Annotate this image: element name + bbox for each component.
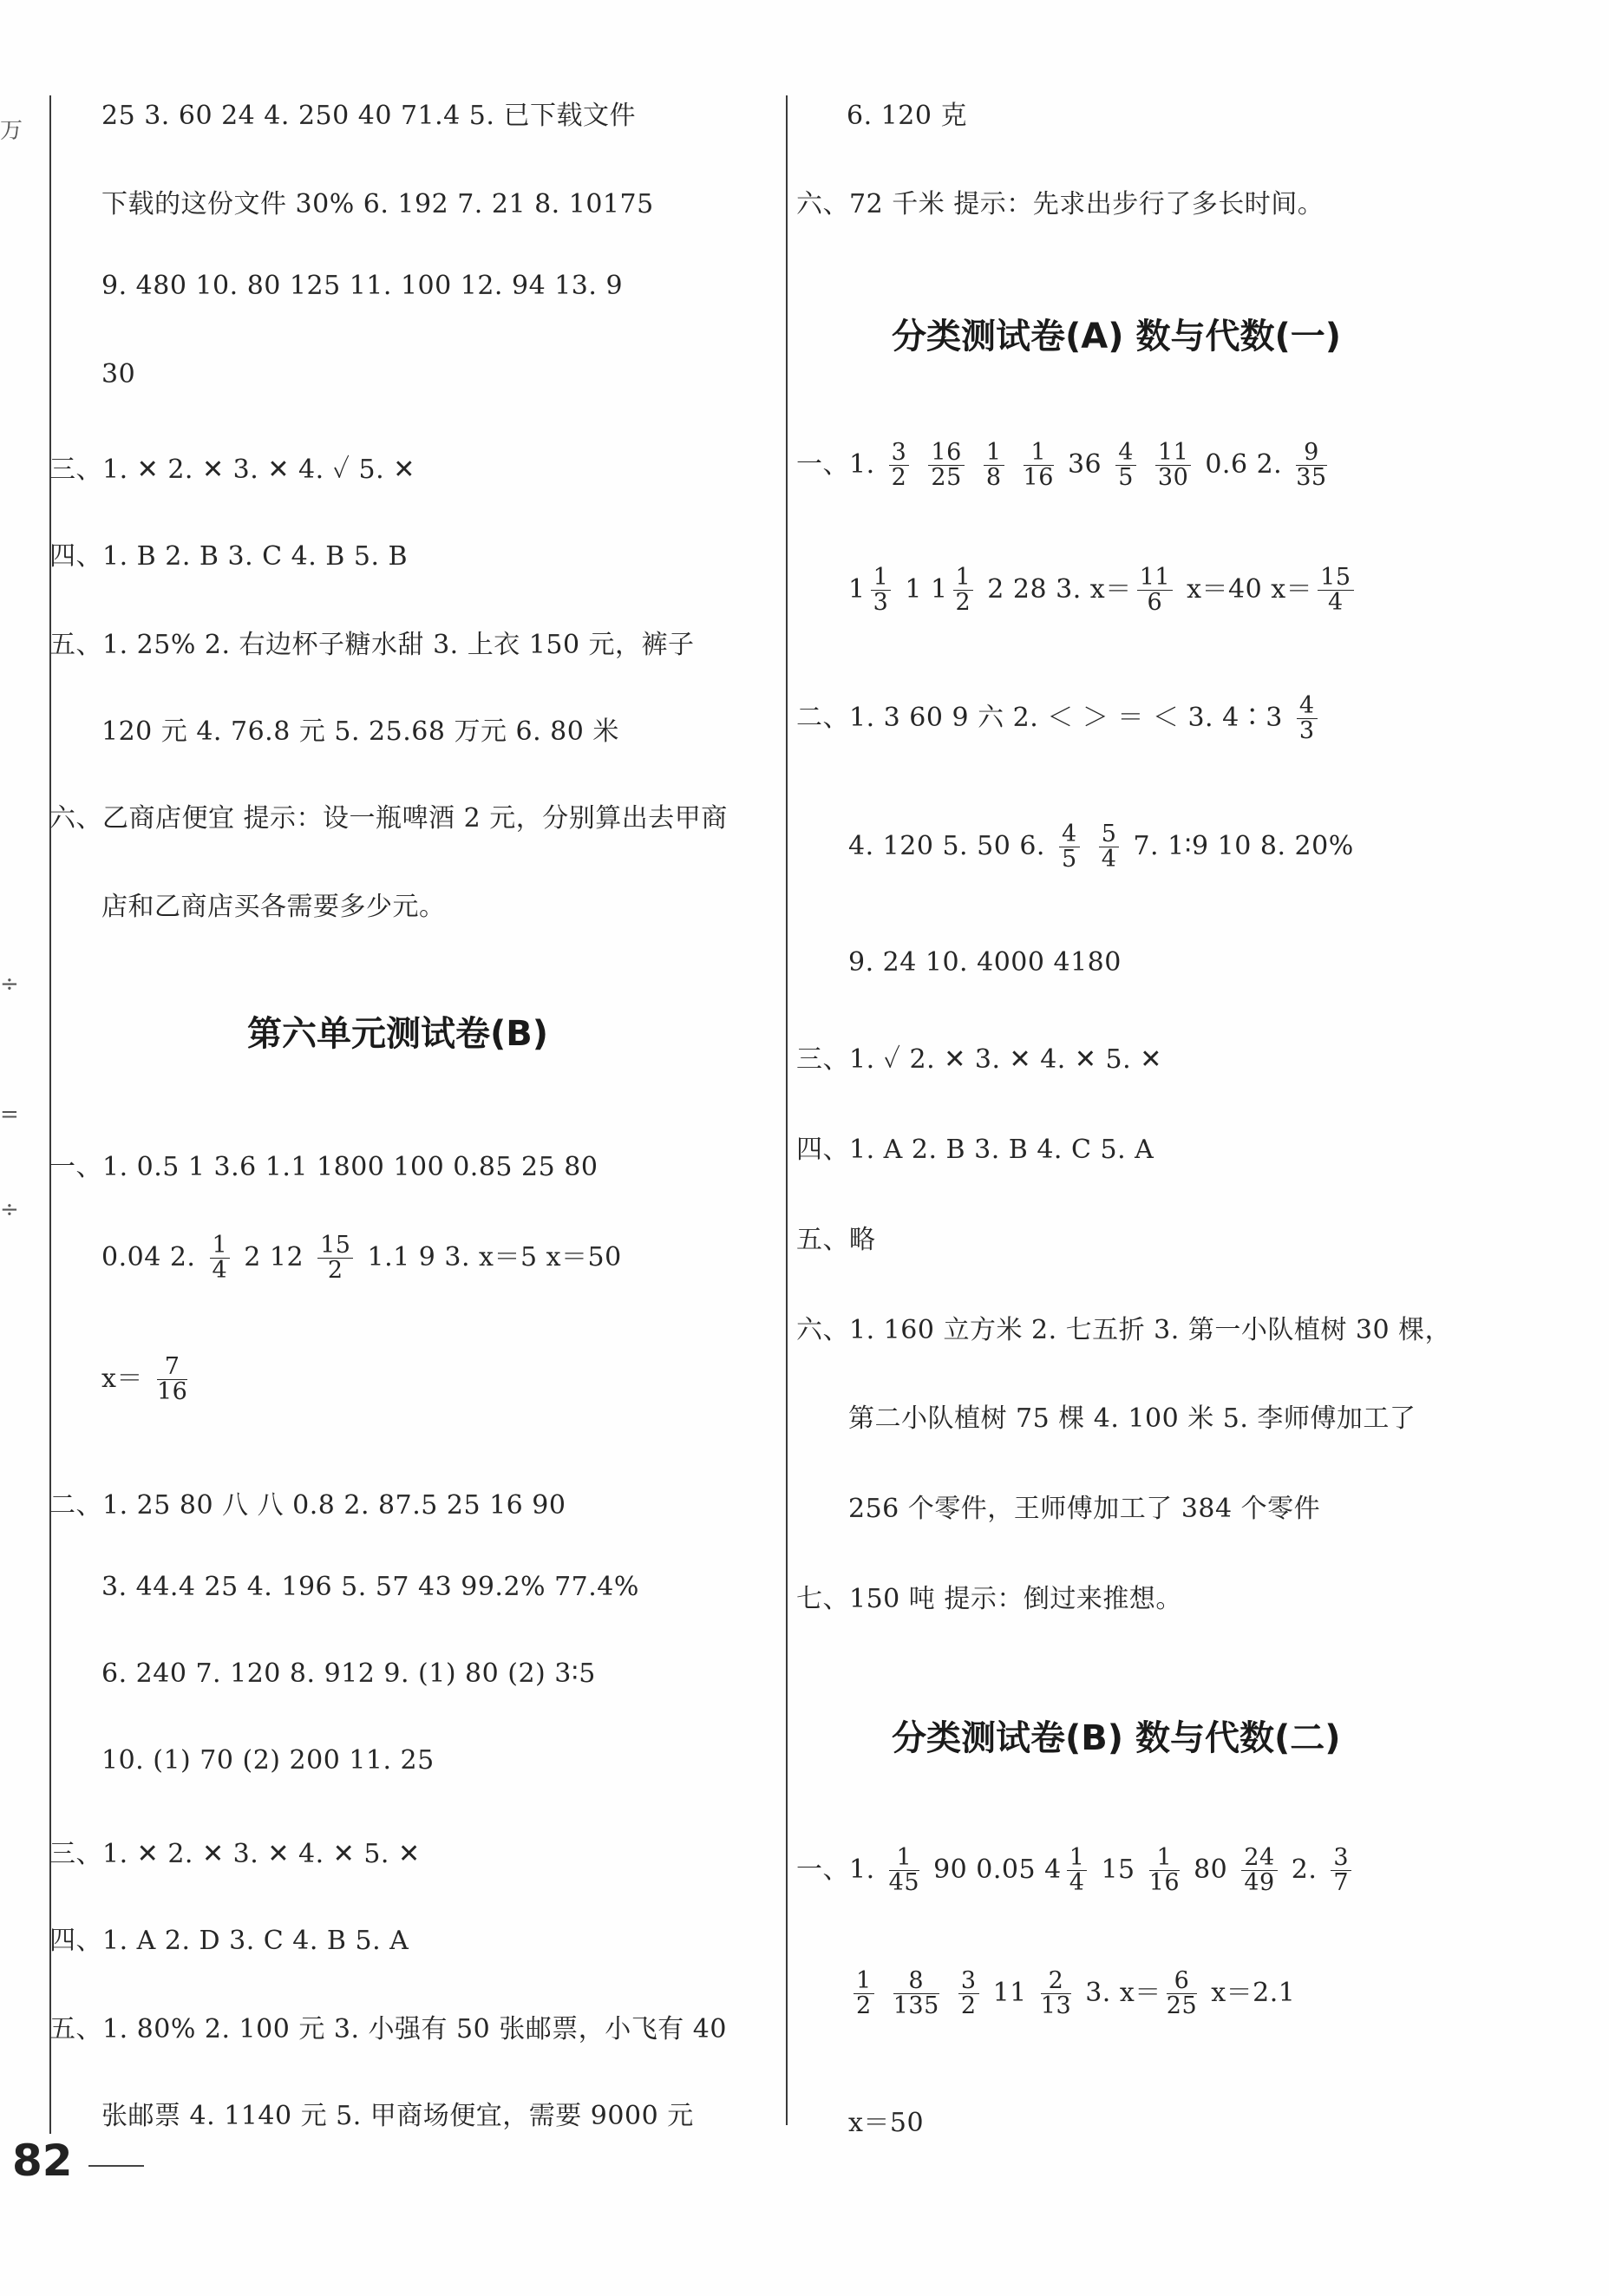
fraction: $\frac{16}{25}$ <box>928 441 964 491</box>
answer-line: 店和乙商店买各需要多少元。 <box>101 892 446 922</box>
fraction: $\frac{11}{30}$ <box>1155 441 1191 491</box>
answer-text: 2 12 <box>244 1241 304 1272</box>
answer-line: 256 个零件，王师傅加工了 384 个零件 <box>848 1494 1321 1524</box>
answer-line: 六、1. 160 立方米 2. 七五折 3. 第一小队植树 30 棵， <box>796 1315 1452 1345</box>
answer-line: 五、1. 80% 2. 100 元 3. 小强有 50 张邮票，小飞有 40 <box>49 2014 727 2044</box>
answer-line: 6. 240 7. 120 8. 912 9. (1) 80 (2) 3∶5 <box>101 1658 596 1689</box>
answer-line <box>101 1233 622 1284</box>
fraction: $\frac{15}{4}$ <box>1318 566 1353 616</box>
fraction: $\frac{5}{4}$ <box>1099 822 1120 873</box>
answer-line: 120 元 4. 76.8 元 5. 25.68 万元 6. 80 米 <box>101 716 619 747</box>
answer-text: 7. 1∶9 10 8. 20% <box>1133 830 1354 861</box>
fraction: $\frac{1}{16}$ <box>1023 439 1054 492</box>
fraction: $\frac{7}{16}$ <box>156 1353 188 1406</box>
fraction: $\frac{11}{6}$ <box>1137 566 1173 616</box>
section-title: 分类测试卷(B) 数与代数(二) <box>892 1718 1341 1758</box>
answer-line <box>796 441 1332 491</box>
margin-char: ÷ <box>0 971 19 998</box>
fraction: $\frac{1}{8}$ <box>984 441 1004 491</box>
answer-line: 下载的这份文件 30% 6. 192 7. 21 8. 10175 <box>101 189 654 219</box>
answer-line: 七、150 吨 提示：倒过来推想。 <box>796 1584 1182 1614</box>
margin-char: = <box>0 1102 19 1128</box>
fraction: $\frac{3}{2}$ <box>889 441 910 491</box>
answer-line: 3. 44.4 25 4. 196 5. 57 43 99.2% 77.4% <box>101 1572 639 1602</box>
fraction: $\frac{1}{3}$ <box>871 566 892 616</box>
answer-line <box>101 1355 193 1405</box>
fraction: $\frac{1}{4}$ <box>1067 1846 1088 1896</box>
answer-text: 0.6 2. <box>1205 448 1283 480</box>
answer-line: 第二小队植树 75 棵 4. 100 米 5. 李师傅加工了 <box>848 1403 1416 1434</box>
fraction: $\frac{15}{2}$ <box>317 1233 353 1284</box>
answer-text: 1 1 <box>905 573 948 605</box>
answer-line <box>848 822 1354 873</box>
answer-line: 一、1. 0.5 1 3.6 1.1 1800 100 0.85 25 80 <box>49 1152 598 1182</box>
answer-text: 11 <box>992 1977 1027 2008</box>
page-number-rule <box>88 2165 144 2167</box>
answer-line: 9. 480 10. 80 125 11. 100 12. 94 13. 9 <box>101 271 624 301</box>
fraction: $\frac{4}{5}$ <box>1059 822 1080 873</box>
answer-line: 四、1. A 2. B 3. B 4. C 5. A <box>796 1135 1154 1165</box>
fraction: $\frac{1}{2}$ <box>854 1969 874 2019</box>
answer-line: 六、72 千米 提示：先求出步行了多长时间。 <box>796 189 1324 219</box>
answer-line: 五、1. 25% 2. 右边杯子糖水甜 3. 上衣 150 元，裤子 <box>49 630 695 660</box>
left-margin-rule <box>49 95 51 2134</box>
answer-line: 三、1. ✓ 2. ✕ 3. ✕ 4. ✕ 5. ✕ <box>796 1044 1162 1075</box>
answer-text: 一、1. <box>796 448 875 480</box>
fraction: $\frac{4}{5}$ <box>1115 441 1136 491</box>
answer-text: 1.1 9 3. x＝5 x＝50 <box>367 1241 622 1272</box>
answer-line: 9. 24 10. 4000 4180 <box>848 947 1122 978</box>
answer-line: 二、1. 25 80 八 八 0.8 2. 87.5 25 16 90 <box>49 1490 566 1521</box>
answer-line: 六、乙商店便宜 提示：设一瓶啤酒 2 元，分别算出去甲商 <box>49 803 728 834</box>
answer-line <box>796 1846 1357 1896</box>
fraction: $\frac{1}{16}$ <box>1148 1844 1181 1897</box>
answer-line: 10. (1) 70 (2) 200 11. 25 <box>101 1745 435 1776</box>
page-number: 82 <box>12 2136 73 2186</box>
answer-text: x＝2.1 <box>1211 1977 1296 2008</box>
answer-text: 4. 120 5. 50 6. <box>848 830 1045 861</box>
answer-line: 四、1. B 2. B 3. C 4. B 5. B <box>49 541 409 572</box>
answer-text: 1 <box>848 573 866 605</box>
fraction: $\frac{1}{45}$ <box>888 1844 920 1897</box>
fraction: $\frac{9}{35}$ <box>1296 439 1327 492</box>
fraction: $\frac{2}{13}$ <box>1040 1967 1072 2020</box>
column-divider <box>786 95 788 2125</box>
margin-char: 万 <box>0 118 23 144</box>
answer-text: 2 28 3. x＝ <box>987 573 1132 605</box>
section-title: 第六单元测试卷(B) <box>247 1014 549 1054</box>
answer-text: 2. <box>1291 1854 1318 1885</box>
answer-text: 80 <box>1194 1854 1228 1885</box>
fraction: $\frac{4}{3}$ <box>1297 694 1318 744</box>
answer-text: 0.04 2. <box>101 1241 196 1272</box>
answer-text: 一、1. <box>796 1854 875 1885</box>
answer-line: 25 3. 60 24 4. 250 40 71.4 5. 已下载文件 <box>101 101 636 131</box>
answer-line: 30 <box>101 359 136 389</box>
margin-char: ÷ <box>0 1197 19 1223</box>
answer-text: 二、1. 3 60 9 六 2. ＜ ＞ ＝ ＜ 3. 4∶3 <box>796 702 1283 733</box>
answer-line: 四、1. A 2. D 3. C 4. B 5. A <box>49 1926 409 1956</box>
answer-line: 五、略 <box>796 1225 876 1255</box>
answer-line <box>848 1969 1295 2019</box>
answer-text: x＝ <box>101 1363 143 1394</box>
fraction: $\frac{8}{135}$ <box>893 1967 939 2020</box>
answer-line: 三、1. ✕ 2. ✕ 3. ✕ 4. ✕ 5. ✕ <box>49 1839 421 1869</box>
answer-line: 6. 120 克 <box>847 101 967 131</box>
answer-line: x＝50 <box>848 2108 925 2138</box>
answer-text: x＝40 x＝ <box>1187 573 1313 605</box>
answer-line <box>848 566 1359 616</box>
fraction: $\frac{3}{7}$ <box>1331 1846 1351 1896</box>
answer-line: 三、1. ✕ 2. ✕ 3. ✕ 4. ✓ 5. ✕ <box>49 455 415 485</box>
fraction: $\frac{6}{25}$ <box>1166 1967 1198 2020</box>
answer-text: 3. x＝ <box>1085 1977 1161 2008</box>
answer-line <box>796 694 1323 744</box>
fraction: $\frac{1}{2}$ <box>953 566 974 616</box>
answer-line: 张邮票 4. 1140 元 5. 甲商场便宜，需要 9000 元 <box>101 2101 694 2131</box>
answer-text: 90 0.05 4 <box>933 1854 1062 1885</box>
answer-text: 36 <box>1067 448 1102 480</box>
fraction: $\frac{3}{2}$ <box>958 1969 979 2019</box>
fraction: $\frac{24}{49}$ <box>1241 1846 1277 1896</box>
section-title: 分类测试卷(A) 数与代数(一) <box>892 317 1342 357</box>
fraction: $\frac{1}{4}$ <box>210 1233 231 1284</box>
answer-text: 15 <box>1101 1854 1135 1885</box>
